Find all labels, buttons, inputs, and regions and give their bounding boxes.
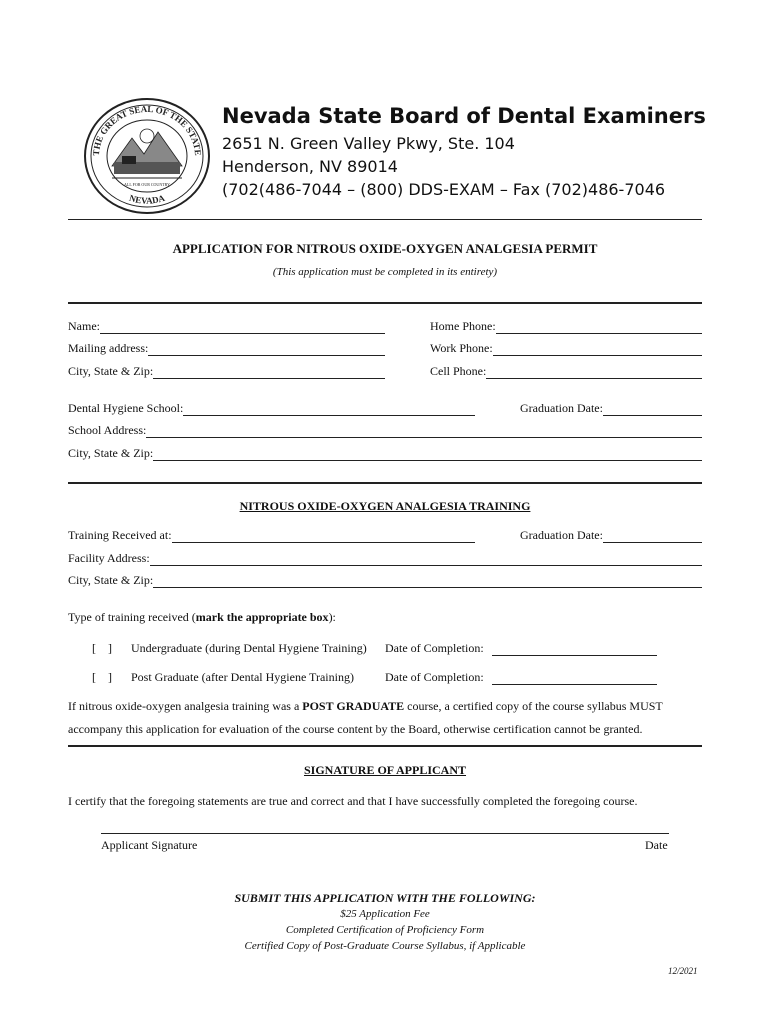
facility-city-state-zip-field[interactable] bbox=[68, 573, 702, 588]
note-suffix: course, a certified copy of the course syllabus MUST bbox=[404, 699, 663, 713]
work-phone-field[interactable] bbox=[430, 341, 702, 356]
postgraduate-note-line2: accompany this application for evaluation of the course content by the Board, otherwise certification cannot be granted. bbox=[68, 722, 643, 736]
seal-motto: ALL FOR OUR COUNTRY bbox=[124, 182, 170, 187]
training-heading: NITROUS OXIDE-OXYGEN ANALGESIA TRAINING bbox=[239, 499, 531, 513]
work-phone-label: Work Phone: bbox=[430, 341, 493, 355]
board-address-line2: Henderson, NV 89014 bbox=[222, 157, 398, 176]
submit-heading: SUBMIT THIS APPLICATION WITH THE FOLLOWING: bbox=[234, 891, 536, 905]
facility-address-label: Facility Address: bbox=[68, 551, 150, 565]
school-graduation-date-field[interactable] bbox=[520, 401, 702, 416]
svg-text:NEVADA bbox=[128, 193, 166, 206]
name-field[interactable] bbox=[68, 319, 385, 334]
applicant-city-state-zip-label: City, State & Zip: bbox=[68, 364, 154, 378]
signature-heading: SIGNATURE OF APPLICANT bbox=[303, 763, 467, 777]
training-type-suffix: ): bbox=[328, 610, 336, 624]
school-graduation-date-label: Graduation Date: bbox=[520, 401, 603, 415]
section-divider-3 bbox=[68, 745, 702, 747]
home-phone-field[interactable] bbox=[430, 319, 702, 334]
school-address-field[interactable] bbox=[68, 423, 702, 438]
undergraduate-completion-label: Date of Completion: bbox=[385, 641, 484, 655]
section-divider-1 bbox=[68, 302, 702, 304]
submit-item-syllabus: Certified Copy of Post-Graduate Course Syllabus, if Applicable bbox=[244, 940, 526, 952]
note-bold: POST GRADUATE bbox=[302, 699, 405, 713]
name-label: Name: bbox=[68, 319, 100, 333]
form-title: APPLICATION FOR NITROUS OXIDE-OXYGEN ANALGESIA PERMIT bbox=[172, 241, 598, 256]
applicant-city-state-zip-field[interactable] bbox=[68, 364, 385, 379]
undergraduate-completion-date-field[interactable] bbox=[385, 641, 657, 656]
training-received-at-field[interactable] bbox=[68, 528, 475, 543]
training-type-prefix: Type of training received ( bbox=[68, 610, 196, 624]
school-address-label: School Address: bbox=[68, 423, 147, 437]
board-title: Nevada State Board of Dental Examiners bbox=[222, 104, 706, 128]
undergraduate-option-label: Undergraduate (during Dental Hygiene Training) bbox=[131, 641, 367, 655]
undergraduate-checkbox[interactable]: [ ] bbox=[92, 641, 112, 655]
cell-phone-label: Cell Phone: bbox=[430, 364, 487, 378]
form-subtitle: (This application must be completed in its entirety) bbox=[272, 266, 498, 278]
dental-hygiene-school-label: Dental Hygiene School: bbox=[68, 401, 184, 415]
school-city-state-zip-field[interactable] bbox=[68, 446, 702, 461]
cell-phone-field[interactable] bbox=[430, 364, 702, 379]
training-type-bold: mark the appropriate box bbox=[195, 610, 329, 624]
postgraduate-checkbox[interactable]: [ ] bbox=[92, 670, 112, 684]
submit-item-fee: $25 Application Fee bbox=[340, 908, 430, 920]
note-prefix: If nitrous oxide-oxygen analgesia training was a bbox=[68, 699, 303, 713]
mailing-address-label: Mailing address: bbox=[68, 341, 149, 355]
training-graduation-date-label: Graduation Date: bbox=[520, 528, 603, 542]
training-graduation-date-field[interactable] bbox=[520, 528, 702, 543]
school-city-state-zip-label: City, State & Zip: bbox=[68, 446, 154, 460]
postgraduate-option-label: Post Graduate (after Dental Hygiene Training) bbox=[131, 670, 354, 684]
seal-bottom-text: NEVADA bbox=[128, 192, 166, 206]
mailing-address-field[interactable] bbox=[68, 341, 385, 356]
postgraduate-note-line1 bbox=[68, 699, 663, 714]
certification-statement: I certify that the foregoing statements are true and correct and that I have successfully completed the foregoing course. bbox=[68, 794, 638, 808]
revision-date: 12/2021 bbox=[668, 966, 698, 976]
nevada-state-seal-icon bbox=[82, 96, 212, 216]
home-phone-label: Home Phone: bbox=[430, 319, 496, 333]
postgraduate-completion-label: Date of Completion: bbox=[385, 670, 484, 684]
applicant-signature-label: Applicant Signature bbox=[101, 838, 198, 852]
header-divider bbox=[68, 219, 702, 220]
dental-hygiene-school-field[interactable] bbox=[68, 401, 475, 416]
board-phone-line: (702(486-7044 – (800) DDS-EXAM – Fax (702)486-7046 bbox=[222, 180, 666, 199]
postgraduate-completion-date-field[interactable] bbox=[385, 670, 657, 685]
seal-top-text: THE GREAT SEAL OF THE STATE bbox=[90, 103, 204, 156]
facility-address-field[interactable] bbox=[68, 551, 702, 566]
board-address-line1: 2651 N. Green Valley Pkwy, Ste. 104 bbox=[222, 134, 515, 153]
signature-date-label: Date bbox=[645, 838, 668, 852]
training-type-prompt bbox=[68, 610, 336, 625]
facility-city-state-zip-label: City, State & Zip: bbox=[68, 573, 154, 587]
section-divider-2 bbox=[68, 482, 702, 484]
submit-item-certification: Completed Certification of Proficiency Form bbox=[285, 924, 485, 936]
signature-line[interactable] bbox=[101, 833, 669, 834]
training-received-at-label: Training Received at: bbox=[68, 528, 172, 542]
